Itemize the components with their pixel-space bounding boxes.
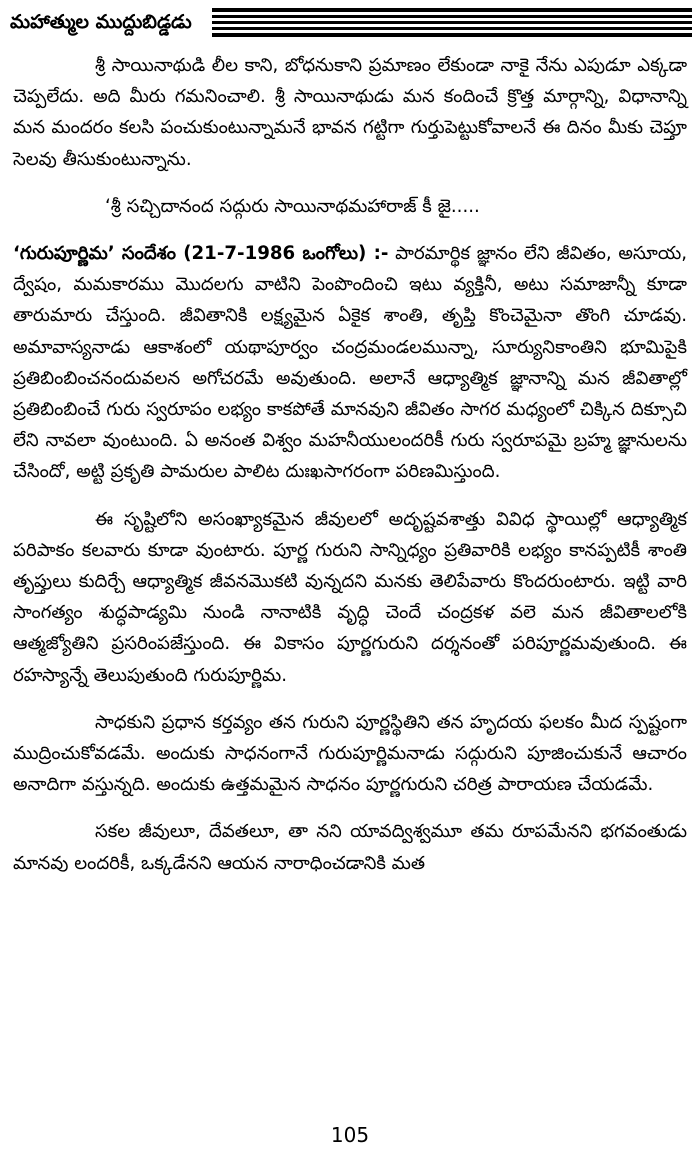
body-paragraph: సకల జీవులూ, దేవతలూ, తా నని యావద్విశ్వమూ తమ రూపమేనని భగవంతుడు మానవు లందరికీ, ఒక్కడేనని ఆయన నారాధించడానికి మత <box>13 821 687 874</box>
page-number: 105 <box>330 1123 370 1147</box>
message-body: పారమార్థిక జ్ఞానం లేని జీవితం, అసూయ, ద్వేషం, మమకారము మొదలగు వాటిని పెంపొందించి ఇటు వ్యక్తినీ, అటు సమాజాన్నీ కూడా తారుమారు చేస్తుంది. జీవితానికి లక్ష్యమైన ఏకైక శాంతి, తృప్తి కొంచెమైనా తొంగి చూడవు. అమావాస్యనాడు ఆకాశంలో యథాపూర్వం చంద్రమండలమున్నా, సూర్యునికాంతిని భూమిపైకి ప్రతిబింబించనందువలన అగోచరమే అవుతుంది. అలానే ఆధ్యాత్మిక జ్ఞానాన్ని మన జీవితాల్లో ప్రతిబింబించే గురు స్వరూపం లభ్యం కాకపోతే మానవుని జీవితం సాగర మధ్యంలో చిక్కిన దిక్సూచి లేని నావలా వుంటుంది. ఏ అనంత విశ్వం మహనీయులందరికీ గురు స్వరూపమై బ్రహ్మ జ్ఞానులను చేసిందో, అట్టి ప్రకృతి పామరుల పాలిట దుఃఖసాగరంగా పరిణమిస్తుంది. <box>13 243 687 483</box>
closing-salutation: ‘శ్రీ సచ్చిదానంద సద్గురు సాయినాథమహారాజ్ కీ జై..... <box>105 195 480 217</box>
header-rule <box>212 27 692 30</box>
header-rule <box>212 33 692 37</box>
header-rule <box>212 15 692 18</box>
message-heading: ‘గురుపూర్ణిమ’ సందేశం (21-7-1986 ఒంగోలు) :- <box>13 243 389 265</box>
body-paragraph: సాధకుని ప్రధాన కర్తవ్యం తన గురుని పూర్ణస్థితిని తన హృదయ ఫలకం మీద స్పష్టంగా ముద్రించుకోవడమే. అందుకు సాధనంగానే గురుపూర్ణిమనాడు సద్గురుని పూజించుకునే ఆచారం అనాదిగా వస్తున్నది. అందుకు ఉత్తమమైన సాధనం పూర్ణగురుని చరిత్ర పారాయణ చేయడమే. <box>13 711 687 796</box>
running-header-title: మహాత్ముల ముద్దుబిడ్డడు <box>10 11 192 33</box>
message-paragraph <box>13 238 687 488</box>
body-paragraph: శ్రీ సాయినాథుడి లీల కాని, బోధనుకాని ప్రమాణం లేకుండా నాకై నేను ఎపుడూ ఎక్కడా చెప్పలేదు. అది మీరు గమనించాలి. శ్రీ సాయినాథుడు మన కందించే క్రొత్త మార్గాన్ని, విధానాన్ని మన మందరం కలసి పంచుకుంటున్నామనే భావన గట్టిగా గుర్తుపెట్టుకోవాలనే ఈ దినం మీకు చెప్తూ సెలవు తీసుకుంటున్నాను. <box>13 55 687 170</box>
body-paragraph: ఈ సృష్టిలోని అసంఖ్యాకమైన జీవులలో అదృష్టవశాత్తు వివిధ స్థాయిల్లో ఆధ్యాత్మిక పరిపాకం కలవారు కూడా వుంటారు. పూర్ణ గురుని సాన్నిధ్యం ప్రతివారికి లభ్యం కానప్పటికీ శాంతి తృప్తులు కుదిర్చే ఆధ్యాత్మిక జీవనమొకటి వున్నదని మనకు తెలిపేవారు కొందరుంటారు. ఇట్టి వారి సాంగత్యం శుద్ధపాడ్యమి నుండి నానాటికి వృద్ధి చెందే చంద్రకళ వలె మన జీవితాలలోకి ఆత్మజ్యోతిని ప్రసరింపజేస్తుంది. ఈ వికాసం పూర్ణగురుని దర్శనంతో పరిపూర్ణమవుతుంది. ఈ రహస్యాన్నే తెలుపుతుంది గురుపూర్ణిమ. <box>13 508 687 686</box>
header-rule <box>212 8 692 12</box>
header-rule <box>212 21 692 24</box>
page-body <box>13 50 687 895</box>
